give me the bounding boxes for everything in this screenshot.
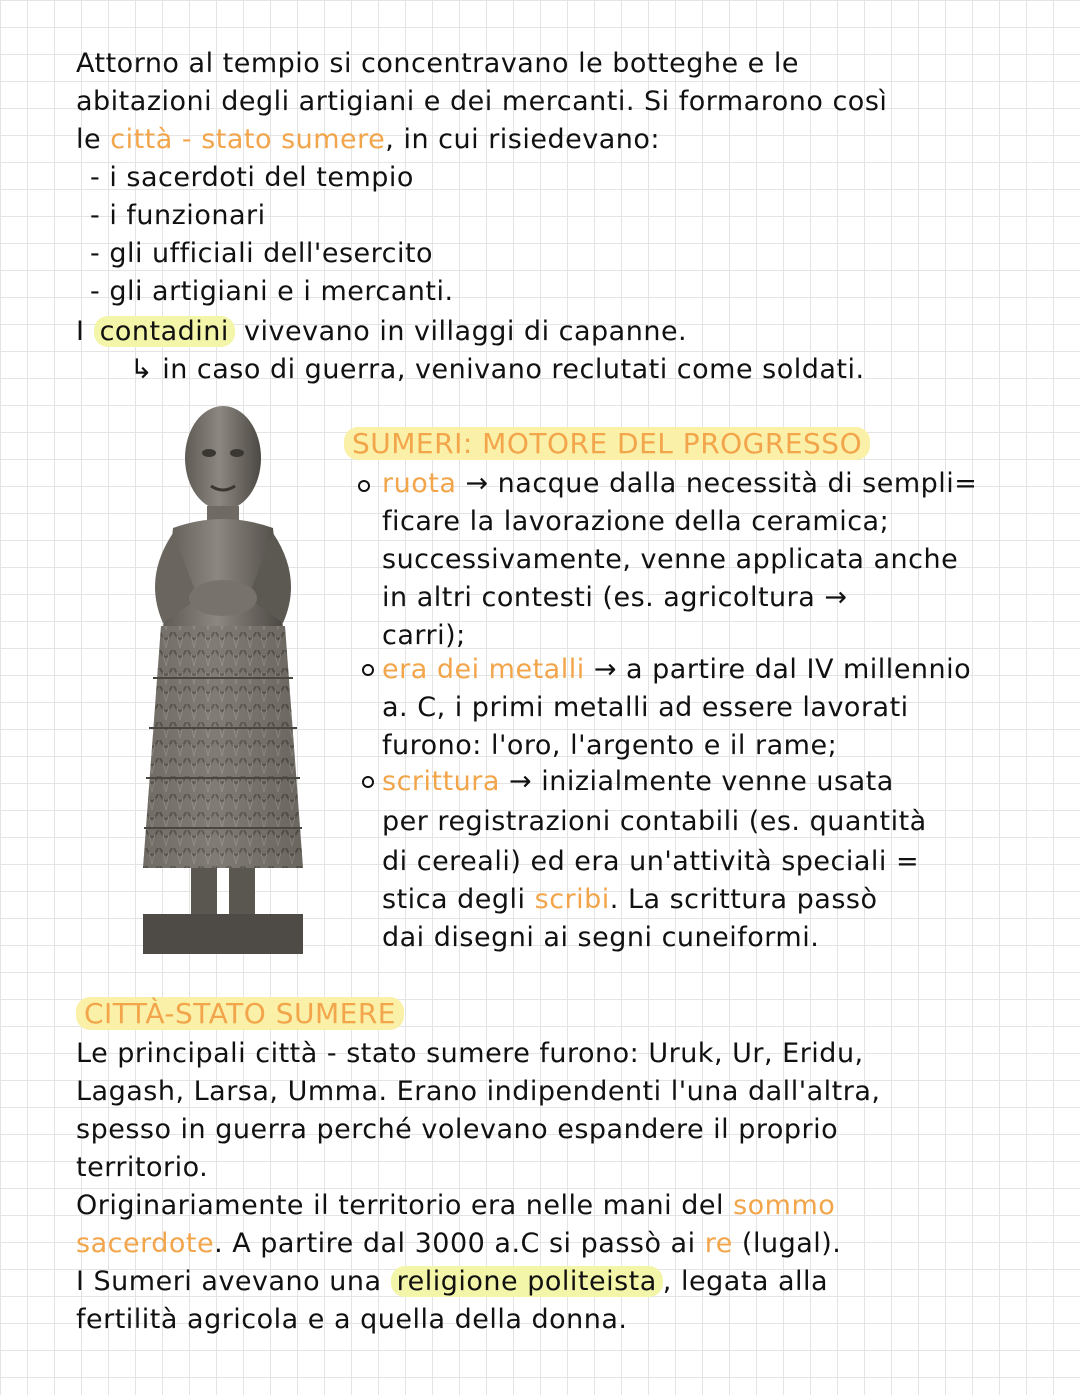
ruota-line-4: in altri contesti (es. agricoltura → <box>382 582 848 613</box>
citta-line-7 <box>76 1264 828 1300</box>
sumerian-statue-image <box>103 398 343 958</box>
metalli-line-3: furono: l'oro, l'argento e il rame; <box>382 730 838 761</box>
citta-l7-pre: I Sumeri avevano una <box>76 1266 382 1297</box>
scrittura-line-1 <box>382 764 894 800</box>
intro-line-2: abitazioni degli artigiani e dei mercanti. Si formarono così <box>76 86 888 117</box>
citta-l6-mid: . A partire dal 3000 a.C si passò ai <box>214 1228 696 1259</box>
term-era-dei-metalli: era dei metalli <box>382 654 585 685</box>
term-contadini: contadini <box>94 316 235 347</box>
contadini-note: ↳ in caso di guerra, venivano reclutati come soldati. <box>130 354 865 385</box>
list-item-ufficiali: - gli ufficiali dell'esercito <box>90 238 434 269</box>
ruota-text-1: → nacque dalla necessità di sempli= <box>456 468 978 499</box>
ruota-line-1 <box>382 466 977 502</box>
bullet-scrittura <box>362 776 374 788</box>
term-scribi: scribi <box>534 884 610 915</box>
citta-line-8: fertilità agricola e a quella della donna. <box>76 1304 628 1335</box>
intro-line-1: Attorno al tempio si concentravano le botteghe e le <box>76 48 799 79</box>
citta-line-3: spesso in guerra perché volevano espandere il proprio <box>76 1114 839 1145</box>
citta-line-5 <box>76 1188 835 1224</box>
scrittura-line-2: per registrazioni contabili (es. quantità <box>382 806 927 837</box>
citta-line-2: Lagash, Larsa, Umma. Erano indipendenti l'una dall'altra, <box>76 1076 881 1107</box>
contadini-post: vivevano in villaggi di capanne. <box>244 316 688 347</box>
ruota-line-2: ficare la lavorazione della ceramica; <box>382 506 890 537</box>
list-item-sacerdoti: - i sacerdoti del tempio <box>90 162 414 193</box>
intro-line-3-post: , in cui risiedevano: <box>385 124 660 155</box>
citta-line-1: Le principali città - stato sumere furono: Uruk, Ur, Eridu, <box>76 1038 864 1069</box>
intro-line-3 <box>76 122 660 158</box>
list-item-funzionari: - i funzionari <box>90 200 266 231</box>
term-religione-politeista: religione politeista <box>391 1266 663 1297</box>
scrittura-text-1: → inizialmente venne usata <box>499 766 894 797</box>
progress-heading: SUMERI: MOTORE DEL PROGRESSO <box>344 427 870 460</box>
metalli-line-1 <box>382 652 971 688</box>
term-sacerdote: sacerdote <box>76 1228 215 1259</box>
citta-line-4: territorio. <box>76 1152 209 1183</box>
scrittura-line-3: di cereali) ed era un'attività speciali = <box>382 846 920 877</box>
citta-heading: CITTÀ-STATO SUMERE <box>76 997 404 1030</box>
bullet-ruota <box>358 480 370 492</box>
scrittura-line-5: dai disegni ai segni cuneiformi. <box>382 922 820 953</box>
intro-line-3-pre: le <box>76 124 102 155</box>
citta-l5-pre: Originariamente il territorio era nelle mani del <box>76 1190 724 1221</box>
metalli-text-1: → a partire dal IV millennio <box>584 654 972 685</box>
citta-l6-post: (lugal). <box>741 1228 842 1259</box>
ruota-line-3: successivamente, venne applicata anche <box>382 544 959 575</box>
contadini-pre: I <box>76 316 85 347</box>
progress-heading-wrap <box>344 426 870 462</box>
citta-l7-post: , legata alla <box>662 1266 829 1297</box>
term-ruota: ruota <box>382 468 457 499</box>
term-citta-stato: città - stato sumere <box>110 124 386 155</box>
scrittura-l4-pre: stica degli <box>382 884 526 915</box>
list-item-artigiani: - gli artigiani e i mercanti. <box>90 276 454 307</box>
term-scrittura: scrittura <box>382 766 500 797</box>
term-re: re <box>704 1228 733 1259</box>
bullet-metalli <box>362 664 374 676</box>
scrittura-l4-post: . La scrittura passò <box>609 884 878 915</box>
citta-heading-wrap <box>76 996 404 1032</box>
term-sommo: sommo <box>733 1190 836 1221</box>
contadini-line <box>76 314 687 350</box>
ruota-line-5: carri); <box>382 620 466 651</box>
metalli-line-2: a. C, i primi metalli ad essere lavorati <box>382 692 909 723</box>
scrittura-line-4 <box>382 882 877 918</box>
citta-line-6 <box>76 1226 841 1262</box>
